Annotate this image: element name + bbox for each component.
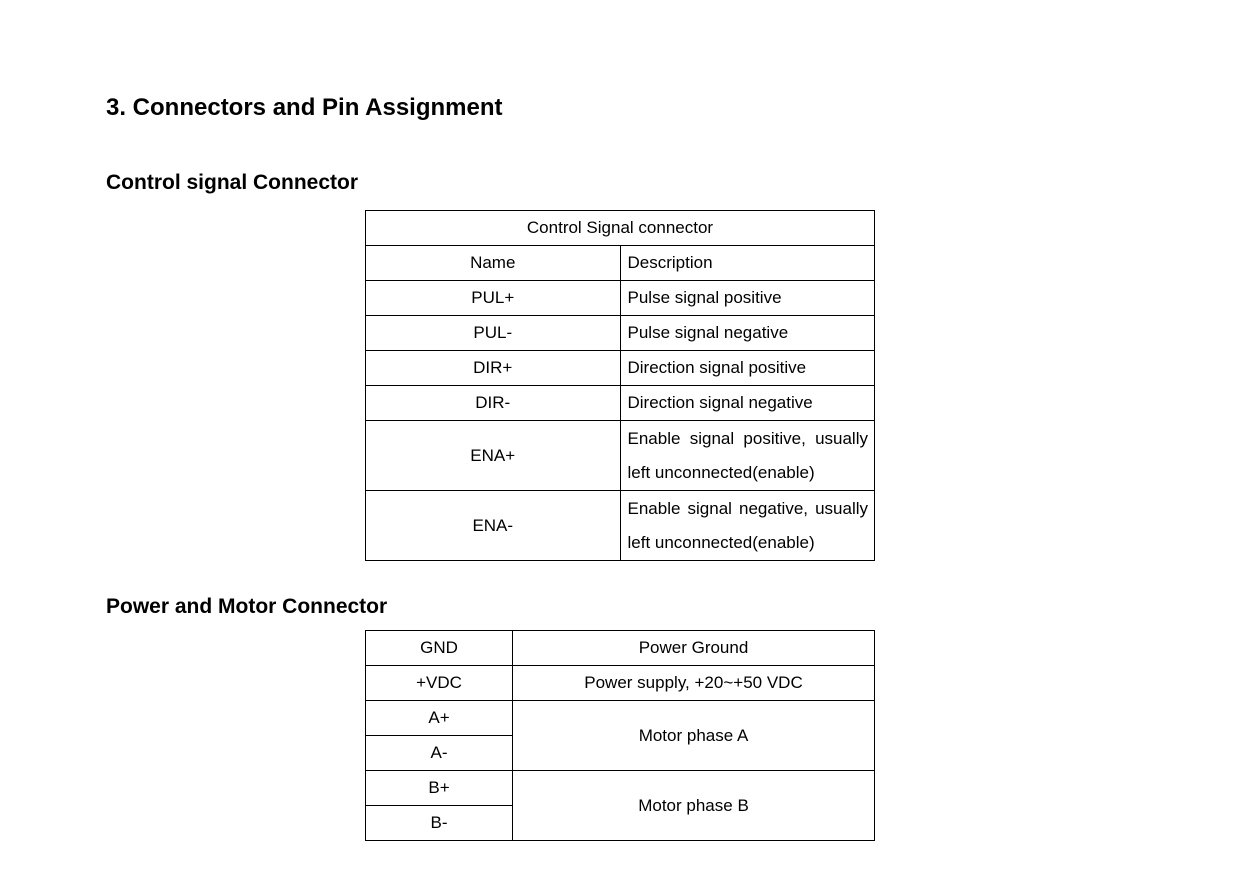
pin-name: B- — [366, 806, 513, 841]
signal-description: Enable signal negative, usually left unconnected(enable) — [620, 491, 875, 561]
pin-name: A- — [366, 736, 513, 771]
page-title: 3. Connectors and Pin Assignment — [106, 94, 503, 121]
signal-name: ENA+ — [366, 421, 621, 491]
table-row — [366, 701, 875, 736]
signal-description: Pulse signal positive — [620, 281, 875, 316]
control-section-title: Control signal Connector — [106, 171, 358, 194]
signal-description: Pulse signal negative — [620, 316, 875, 351]
table-row — [366, 316, 875, 351]
signal-name: PUL+ — [366, 281, 621, 316]
pin-name: B+ — [366, 771, 513, 806]
table-row — [366, 491, 875, 561]
signal-description: Direction signal positive — [620, 351, 875, 386]
column-header-description: Description — [620, 246, 875, 281]
pin-name: GND — [366, 631, 513, 666]
power-motor-table — [365, 630, 875, 841]
pin-description: Motor phase B — [513, 771, 875, 841]
control-signal-table — [365, 210, 875, 561]
signal-name: PUL- — [366, 316, 621, 351]
table-header-row — [366, 246, 875, 281]
table-row — [366, 666, 875, 701]
table-row — [366, 771, 875, 806]
table-row — [366, 386, 875, 421]
signal-name: DIR+ — [366, 351, 621, 386]
signal-name: ENA- — [366, 491, 621, 561]
table-row — [366, 281, 875, 316]
table-row — [366, 351, 875, 386]
pin-description: Power Ground — [513, 631, 875, 666]
signal-description: Enable signal positive, usually left unconnected(enable) — [620, 421, 875, 491]
power-section-title: Power and Motor Connector — [106, 595, 388, 618]
signal-description: Direction signal negative — [620, 386, 875, 421]
signal-name: DIR- — [366, 386, 621, 421]
table-caption: Control Signal connector — [366, 211, 875, 246]
table-caption-row — [366, 211, 875, 246]
pin-name: +VDC — [366, 666, 513, 701]
table-row — [366, 421, 875, 491]
column-header-name: Name — [366, 246, 621, 281]
table-row — [366, 631, 875, 666]
pin-description: Motor phase A — [513, 701, 875, 771]
pin-description: Power supply, +20~+50 VDC — [513, 666, 875, 701]
pin-name: A+ — [366, 701, 513, 736]
